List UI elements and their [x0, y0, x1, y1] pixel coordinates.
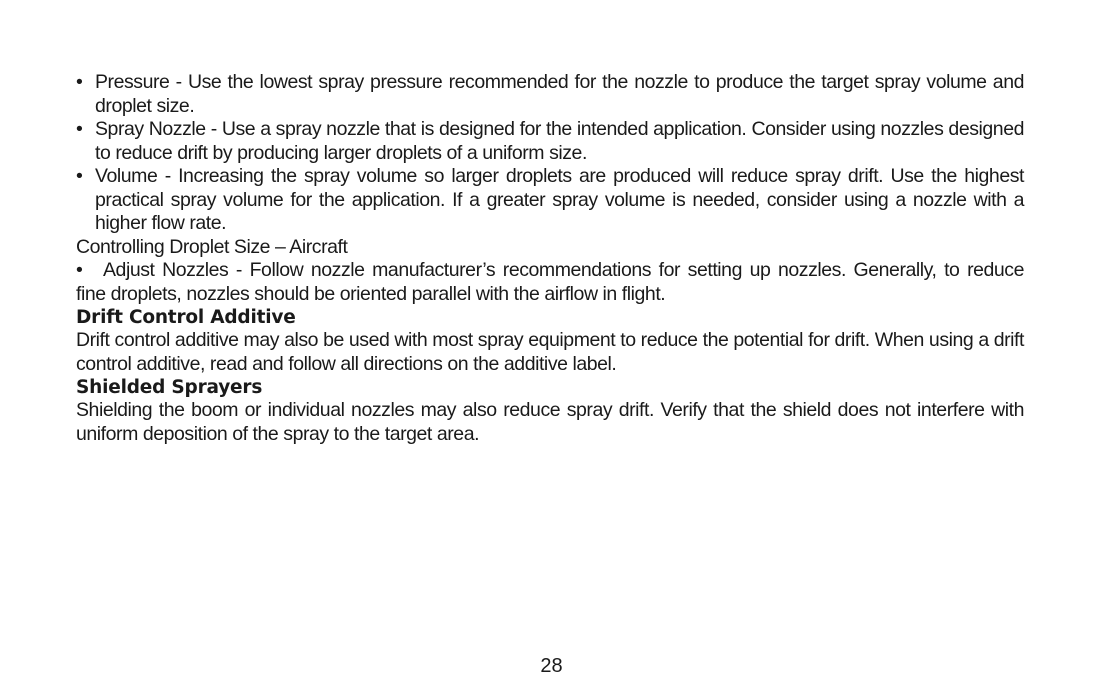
page-number: 28 [540, 655, 563, 677]
aircraft-subheading: Controlling Droplet Size – Aircraft [76, 235, 348, 258]
bullet-text-pressure: Pressure - Use the lowest spray pressure recommended for the nozzle to produce the target spray volume and droplet size. [95, 71, 1024, 117]
shielded-sprayers-heading: Shielded Sprayers [76, 377, 263, 398]
bullet-text-spray-nozzle: Spray Nozzle - Use a spray nozzle that is designed for the intended application. Consider using nozzles designed to reduce drift by producing larger droplets of a uniform size. [95, 118, 1024, 164]
bullet-text-volume: Volume - Increasing the spray volume so larger droplets are produced will reduce spray drift. Use the highest practical spray volume for the application. If a greater spray volume is needed, consider using a nozzle with a higher flow rate. [95, 165, 1024, 234]
spray-ground-bullet-list [76, 71, 1024, 236]
list-item [76, 71, 1024, 118]
document-body [76, 71, 1024, 446]
aircraft-bullet [76, 259, 1024, 306]
shielded-sprayers-paragraph: Shielding the boom or individual nozzles may also reduce spray drift. Verify that the shield does not interfere with uniform deposition of the spray to the target area. [76, 399, 1024, 445]
bullet-marker: • [76, 259, 83, 281]
bullet-marker: • [76, 118, 83, 140]
drift-control-heading: Drift Control Additive [76, 307, 296, 328]
list-item [76, 118, 1024, 165]
bullet-marker: • [76, 165, 83, 187]
list-item [76, 165, 1024, 236]
bullet-marker: • [76, 71, 83, 93]
drift-control-paragraph: Drift control additive may also be used with most spray equipment to reduce the potential for drift. When using a drift control additive, read and follow all directions on the additive label. [76, 329, 1024, 375]
aircraft-bullet-text: Adjust Nozzles - Follow nozzle manufacturer’s recommendations for setting up nozzles. Generally, to reduce fine droplets, nozzles should be oriented parallel with the airflow in flight. [76, 259, 1024, 305]
